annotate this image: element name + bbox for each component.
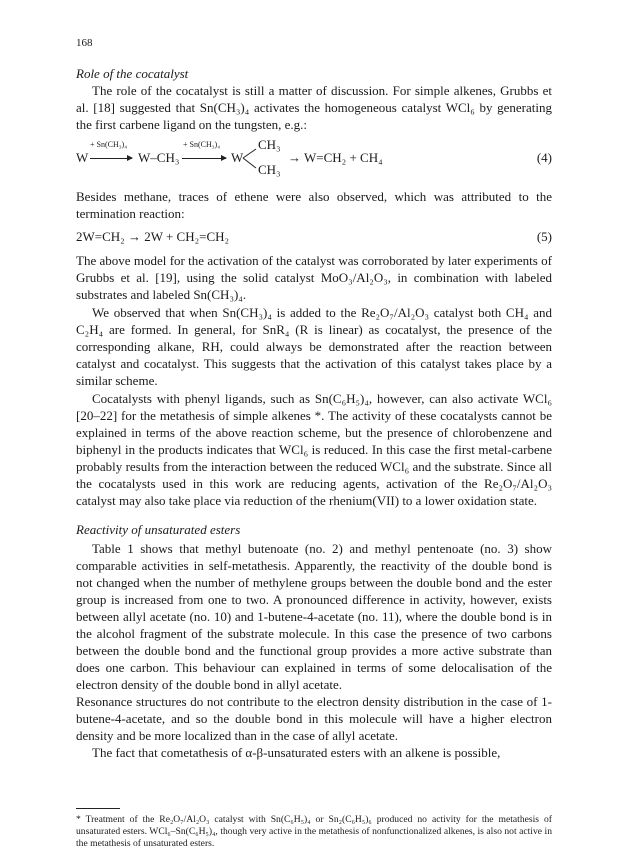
- equation-term: W: [231, 150, 244, 165]
- footnote-divider: [76, 808, 120, 809]
- paragraph: [76, 82, 552, 133]
- equation-5: [76, 229, 552, 249]
- paragraph: [76, 252, 552, 303]
- reaction-arrow-icon: [90, 158, 132, 159]
- reaction-arrow-icon: [182, 158, 226, 159]
- footnote: * Treatment of the Re₂O₇/Al₂O₃ catalyst with Sn(C₆H₅)₄ or Sn₂(C₆H₅)₆ produced no activity for the metathesis of unsaturated esters. WCl₆–Sn(C₆H₅)₄, though very active in the metathesis of nonfunctionalized alkenes, is also not active in the metathesis of unsaturated esters.: [76, 814, 552, 849]
- equation-term: W–CH₃: [138, 150, 180, 165]
- paragraph-text: Resonance structures do not contribute to the electron density distribution in the case of 1-butene-4-acetate, and so the double bond in this molecule will have a higher electron density and be more localized than in the case of allyl acetate.: [76, 694, 552, 743]
- arrow-label: + Sn(CH₃)₄: [90, 140, 127, 149]
- paragraph-text: Table 1 shows that methyl butenoate (no. 2) and methyl pentenoate (no. 3) show comparable activities in self-metathesis. Apparently, the reactivity of the double bond is not changed when the number of methylene groups between the double bond and the ester group is increased from one to two. A pronounced difference in activity, however, exists between allyl acetate (no. 10) and 1-butene-4-acetate (no. 11), where the double bond is in the alcohol fragment of the substrate molecule. In this case the presence of two carbons between the double bond and the functional group provides a more active substrate than does one carbon. This behaviour can explained in terms of some delocalisation of the electron density of the double bond in allyl acetate.: [76, 541, 552, 692]
- paragraph-text: Cocatalysts with phenyl ligands, such as Sn(C₆H₅)₄, however, can also activate WCl₆ [20–22] for the metathesis of simple alkenes *. The activity of these cocatalysts cannot be explained in terms of the above reaction scheme, but the presence of chlorobenzene and biphenyl in the products indicates that WCl₆ is reduced. In this case the first metal-carbene probably results from the interaction between the reduced WCl₆ and the substrate. Since all the cocatalysts used in this work are reducing agents, activation of the Re₂O₇/Al₂O₃ catalyst may also take place via reduction of the rhenium(VII) to a lower oxidation state.: [76, 391, 552, 508]
- equation-number: (4): [536, 150, 552, 165]
- paragraph-text: The fact that cometathesis of α-β-unsaturated esters with an alkene is possible,: [92, 745, 501, 760]
- paragraph: [76, 744, 552, 761]
- paragraph-text: We observed that when Sn(CH₃)₄ is added to the Re₂O₇/Al₂O₃ catalyst both CH₄ and C₂H₄ are formed. In general, for SnR₄ (R is linear) as cocatalyst, the presence of the corresponding alkane, RH, could always be demonstrated after the reaction between catalyst and cocatalyst. This suggests that the activation of this catalyst takes place by a similar scheme.: [76, 305, 552, 388]
- paragraph-text: Besides methane, traces of ethene were also observed, which was attributed to the termination reaction:: [76, 189, 552, 221]
- equation-4: [76, 137, 552, 177]
- page-number: 168: [76, 37, 93, 49]
- section-heading-reactivity: Reactivity of unsaturated esters: [76, 522, 241, 537]
- paragraph: [76, 390, 552, 509]
- bond-lines-icon: [242, 143, 258, 173]
- equation-term: 2W=CH₂ → 2W + CH₂=CH₂: [76, 229, 230, 244]
- paragraph: [76, 304, 552, 389]
- equation-term: W: [76, 150, 89, 165]
- paragraph: [76, 188, 552, 222]
- paragraph-text: The role of the cocatalyst is still a matter of discussion. For simple alkenes, Grubbs et al. [18] suggested that Sn(CH₃)₄ activates the homogeneous catalyst WCl₆ by generating the first carbene ligand on the tungsten, e.g.:: [76, 83, 552, 132]
- arrow-label: + Sn(CH₃)₄: [183, 140, 220, 149]
- equation-term: CH₃: [258, 137, 281, 152]
- paragraph-text: The above model for the activation of the catalyst was corroborated by later experiments of Grubbs et al. [19], using the solid catalyst MoO₃/Al₂O₃, in combination with labeled substrates and labeled Sn(CH₃)₄.: [76, 253, 552, 302]
- equation-number: (5): [536, 229, 552, 244]
- equation-term: CH₃: [258, 162, 281, 177]
- equation-term: → W=CH₂ + CH₄: [288, 150, 383, 165]
- paragraph: [76, 693, 552, 744]
- paragraph: [76, 540, 552, 693]
- section-heading-cocatalyst: Role of the cocatalyst: [76, 66, 189, 81]
